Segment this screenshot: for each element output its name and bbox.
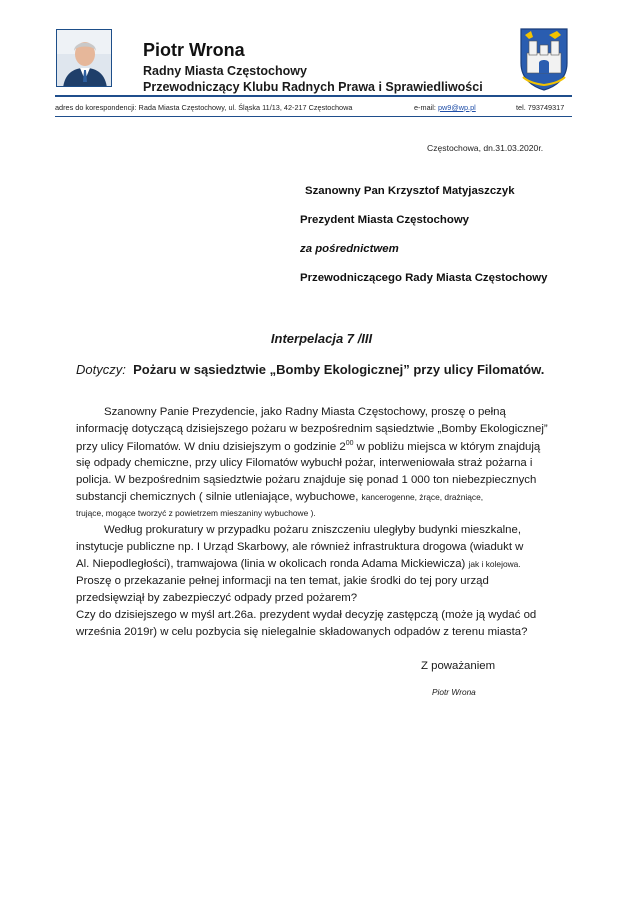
body-text-small: kancerogenne, żrące, drażniące, [361, 492, 484, 502]
email-block [414, 103, 476, 112]
portrait-photo [56, 29, 112, 87]
author-club-role: Przewodniczący Klubu Radnych Prawa i Sprawiedliwości [143, 80, 483, 94]
body-text: Al. Niepodległości), tramwajowa (linia w okolicach ronda Adama Mickiewicza) [76, 558, 469, 570]
body-text: substancji chemicznych ( silnie utleniające, wybuchowe, [76, 491, 362, 503]
subject-line [76, 362, 544, 377]
body-line: trujące, mogące tworzyć z powietrzem mieszaniny wybuchowe ). [76, 508, 316, 518]
subject-label: Dotyczy: [76, 362, 126, 377]
body-line: września 2019r) w celu pozbycia się nielegalnie składowanych odpadów z terenu miasta? [76, 626, 528, 638]
correspondence-address: adres do korespondencji: Rada Miasta Częstochowy, ul. Śląska 11/13, 42-217 Częstochowa [55, 103, 353, 112]
coat-of-arms-icon [519, 27, 569, 91]
header-divider [55, 95, 572, 97]
body-line [76, 558, 521, 570]
subject-text: Pożaru w sąsiedztwie „Bomby Ekologicznej” przy ulicy Filomatów. [133, 362, 545, 377]
hour-superscript: 00 [345, 440, 354, 447]
body-text: w pobliżu miejsca w którym znajdują [353, 440, 541, 453]
email-label: e-mail: [414, 103, 436, 112]
contact-divider [55, 116, 572, 117]
body-text-small: jak i kolejowa. [468, 559, 521, 569]
body-line: Szanowny Panie Prezydencie, jako Radny Miasta Częstochowy, proszę o pełną [104, 406, 506, 418]
phone-number: tel. 793749317 [516, 103, 565, 112]
body-line: przedsięwziął by zabezpieczyć odpady przed pożarem? [76, 592, 358, 604]
body-line: Proszę o przekazanie pełnej informacji na ten temat, jakie środki do tej pory urząd [76, 575, 489, 587]
body-line: Według prokuratury w przypadku pożaru zniszczeniu uległyby budynki mieszkalne, [104, 524, 522, 536]
addressee-line-3: za pośrednictwem [300, 243, 399, 255]
body-line: policja. W bezpośrednim sąsiedztwie pożaru znajduje się ponad 1 000 ton niebezpiecznych [76, 474, 537, 486]
author-name: Piotr Wrona [143, 40, 245, 60]
author-role: Radny Miasta Częstochowy [143, 64, 307, 78]
addressee-line-1: Szanowny Pan Krzysztof Matyjaszczyk [305, 185, 515, 197]
body-line: Czy do dzisiejszego w myśl art.26a. prezydent wydał decyzję zastępczą (może ją wydać od [76, 609, 537, 621]
portrait-icon [57, 30, 112, 87]
body-line: instytucje publiczne np. I Urząd Skarbowy, ale również infrastruktura drogowa (wiadukt w [76, 541, 524, 553]
body-line: informację dotyczącą dzisiejszego pożaru w bezpośrednim sąsiedztwie „Bomby Ekologicznej” [76, 423, 548, 435]
body-line [76, 440, 540, 453]
body-text: przy ulicy Filomatów. W dniu dzisiejszym o godzinie 2 [76, 440, 346, 453]
email-link[interactable]: pw9@wp.pl [437, 103, 476, 112]
addressee-line-4: Przewodniczącego Rady Miasta Częstochowy [300, 272, 548, 284]
document-title: Interpelacja 7 /III [270, 331, 373, 346]
signature: Piotr Wrona [432, 687, 476, 697]
body-line: się odpady chemiczne, przy ulicy Filomatów wybuchł pożar, interweniowała straż pożarna i [76, 457, 533, 469]
addressee-line-2: Prezydent Miasta Częstochowy [300, 214, 470, 226]
closing-salutation: Z poważaniem [421, 660, 496, 672]
body-line [76, 491, 483, 503]
letter-date: Częstochowa, dn.31.03.2020r. [427, 143, 544, 153]
